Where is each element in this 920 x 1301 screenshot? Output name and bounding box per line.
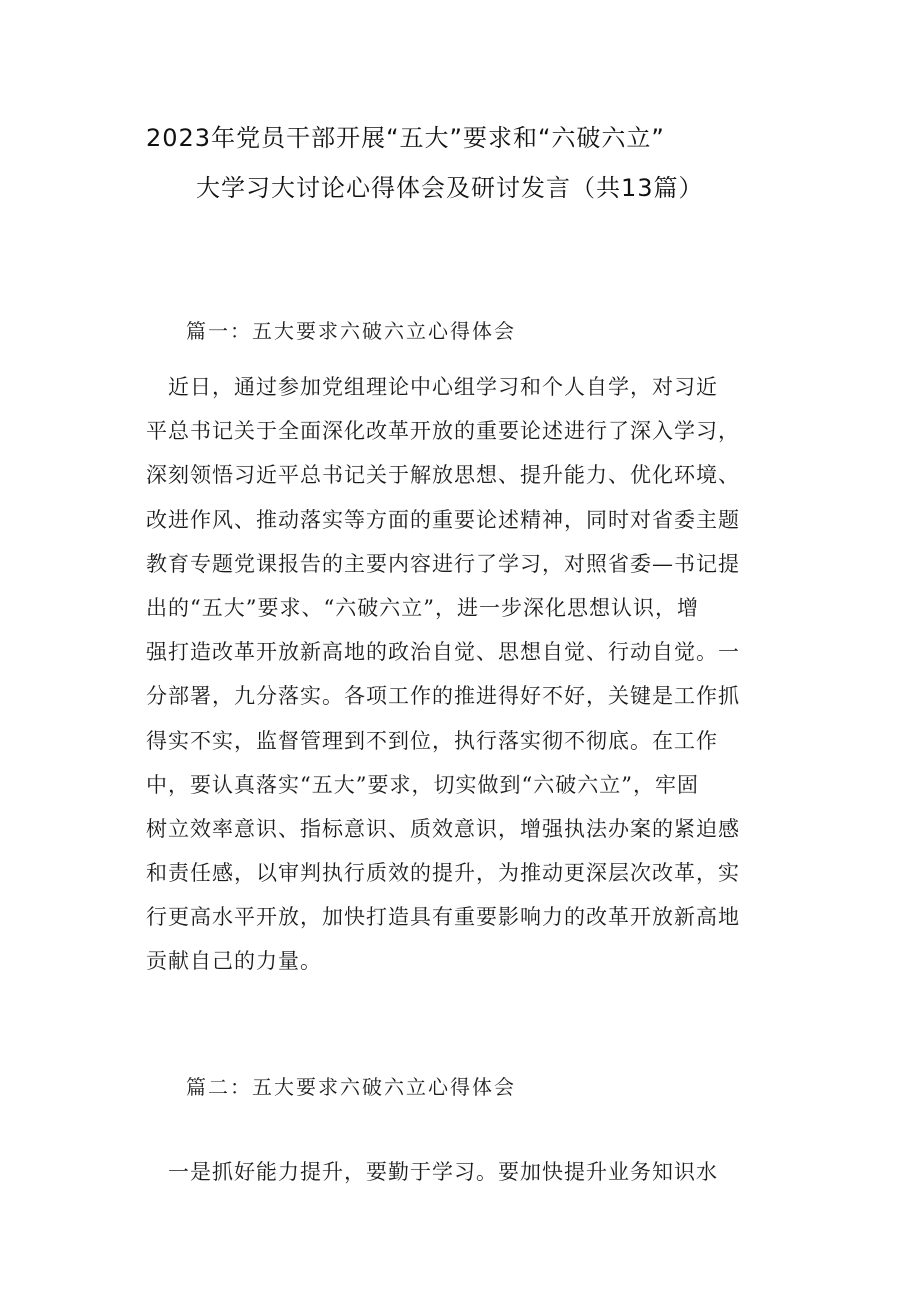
paragraph-line: 中，要认真落实“五大”要求，切实做到“六破六立”，牢固 xyxy=(146,772,699,797)
paragraph-line: 树立效率意识、指标意识、质效意识，增强执法办案的紧迫感 xyxy=(146,816,740,841)
section-2-heading: 篇二：五大要求六破六立心得体会 xyxy=(186,1075,516,1099)
paragraph-line: 出的“五大”要求、“六破六立”，进一步深化思想认识，增 xyxy=(146,595,699,620)
paragraph-line: 行更高水平开放，加快打造具有重要影响力的改革开放新高地 xyxy=(146,905,740,930)
document-title-line-1: 2023年党员干部开展“五大”要求和“六破六立” xyxy=(146,124,665,152)
paragraph-line: 一是抓好能力提升，要勤于学习。要加快提升业务知识水 xyxy=(146,1160,718,1184)
paragraph-line: 平总书记关于全面深化改革开放的重要论述进行了深入学习， xyxy=(146,419,740,444)
paragraph-line: 分部署，九分落实。各项工作的推进得好不好，关键是工作抓 xyxy=(146,684,740,709)
paragraph-line: 和责任感，以审判执行质效的提升，为推动更深层次改革，实 xyxy=(146,861,740,886)
section-1-heading: 篇一：五大要求六破六立心得体会 xyxy=(186,319,516,343)
section-1-paragraph xyxy=(146,365,786,984)
paragraph-line: 教育专题党课报告的主要内容进行了学习，对照省委—书记提 xyxy=(146,551,740,576)
section-2-paragraph xyxy=(146,1150,786,1194)
paragraph-line: 贡献自己的力量。 xyxy=(146,949,322,974)
paragraph-line: 改进作风、推动落实等方面的重要论述精神，同时对省委主题 xyxy=(146,507,740,532)
paragraph-line: 深刻领悟习近平总书记关于解放思想、提升能力、优化环境、 xyxy=(146,463,740,488)
document-title-line-2: 大学习大讨论心得体会及研讨发言（共13篇） xyxy=(196,174,704,202)
paragraph-line: 强打造改革开放新高地的政治自觉、思想自觉、行动自觉。一 xyxy=(146,640,740,665)
paragraph-line: 得实不实，监督管理到不到位，执行落实彻不彻底。在工作 xyxy=(146,728,718,753)
paragraph-line: 近日，通过参加党组理论中心组学习和个人自学，对习近 xyxy=(146,375,718,399)
